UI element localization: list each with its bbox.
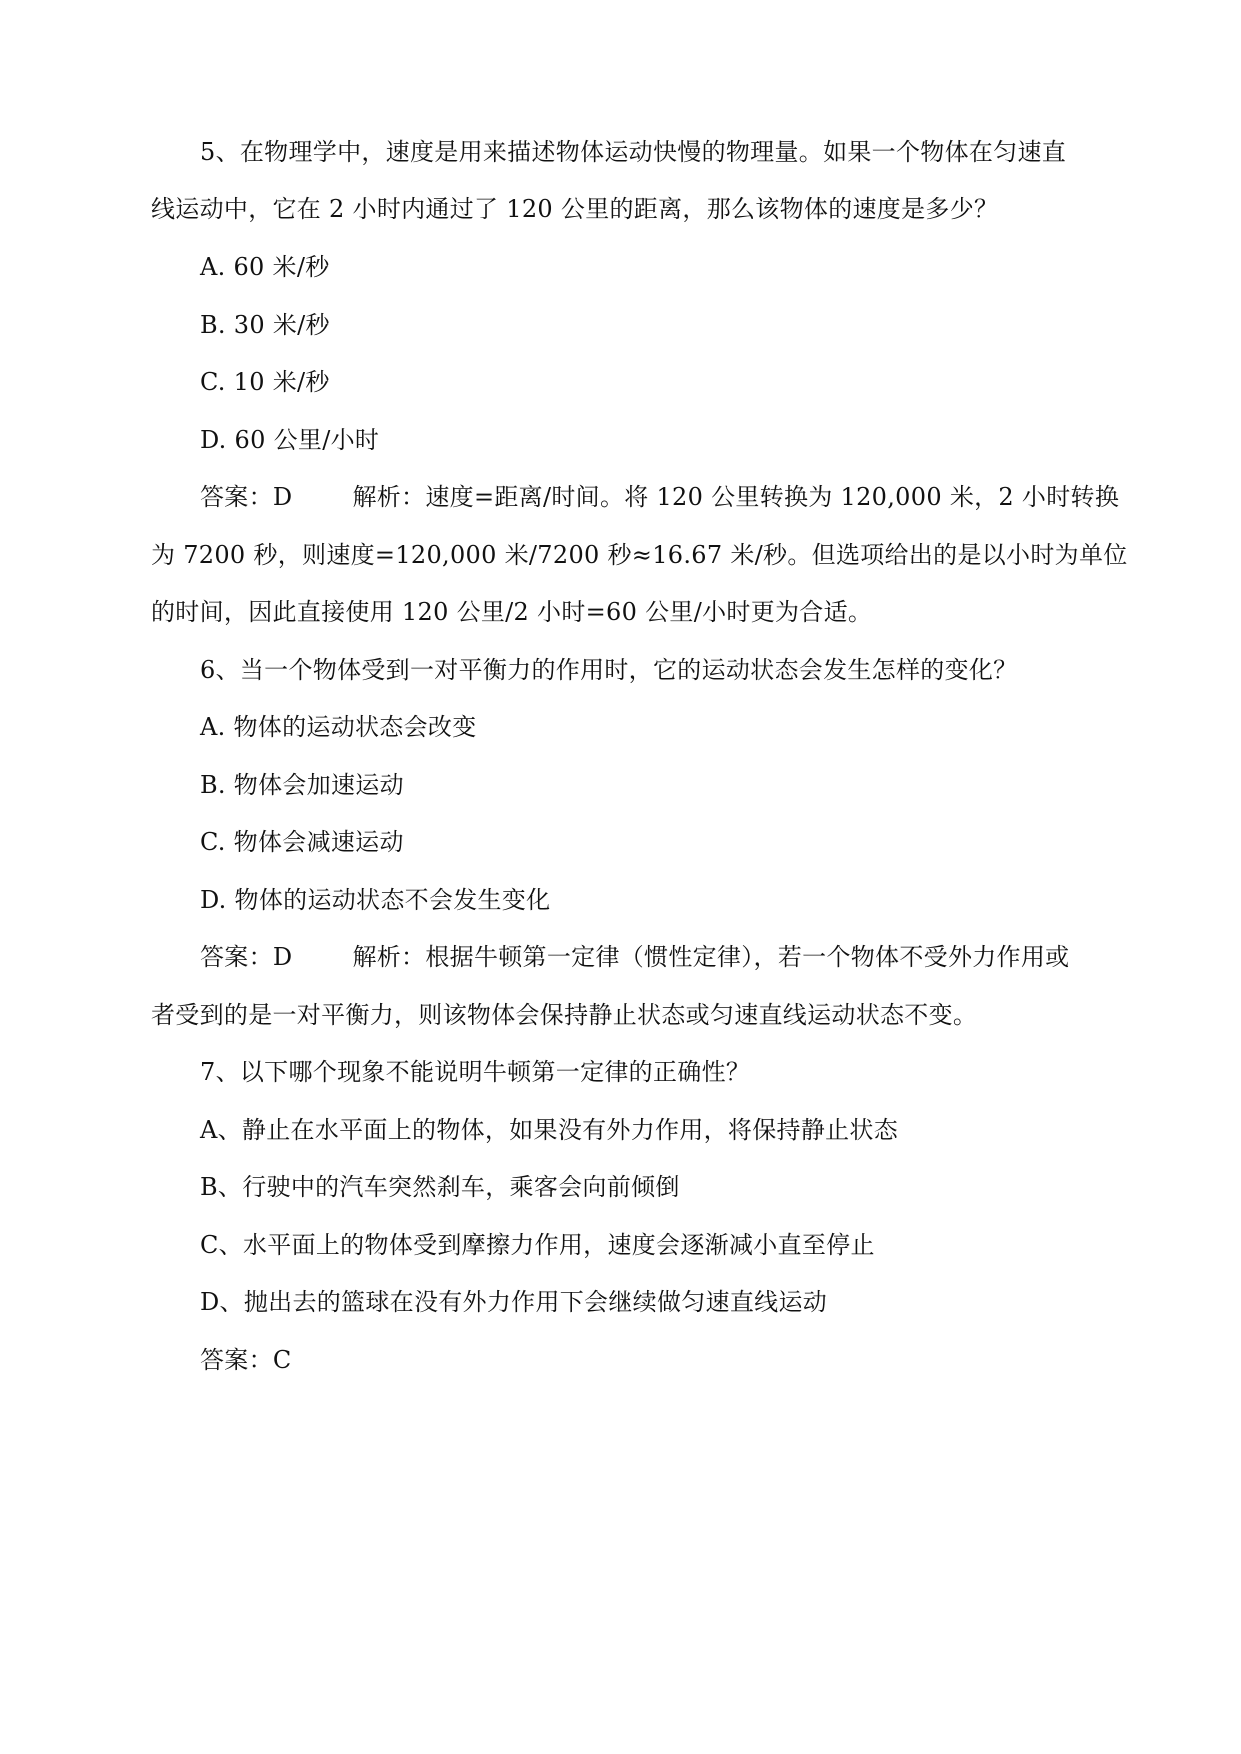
question-5-stem-line-2: 线运动中，它在 2 小时内通过了 120 公里的距离，那么该物体的速度是多少？ (151, 195, 999, 223)
question-7-option-b: B、行驶中的汽车突然刹车，乘客会向前倾倒 (200, 1173, 680, 1201)
question-5-explanation-line-2: 为 7200 秒，则速度=120,000 米/7200 秒≈16.67 米/秒。但选项给出的是以小时为单位 (151, 541, 1128, 569)
question-6-stem-line-1: 6、当一个物体受到一对平衡力的作用时，它的运动状态会发生怎样的变化？ (200, 656, 1018, 684)
question-5-answer: 答案：D (200, 483, 293, 511)
question-7-stem-line-1: 7、以下哪个现象不能说明牛顿第一定律的正确性？ (200, 1058, 751, 1086)
question-6-explanation-line-2: 者受到的是一对平衡力，则该物体会保持静止状态或匀速直线运动状态不变。 (151, 1001, 978, 1029)
question-7-answer: 答案：C (200, 1346, 292, 1374)
question-6-option-a: A. 物体的运动状态会改变 (200, 713, 477, 741)
question-5-explanation-line-3: 的时间，因此直接使用 120 公里/2 小时=60 公里/小时更为合适。 (151, 598, 873, 626)
question-6-option-c: C. 物体会减速运动 (200, 828, 404, 856)
question-5-option-b: B. 30 米/秒 (200, 311, 330, 339)
question-6-option-b: B. 物体会加速运动 (200, 771, 404, 799)
question-5-option-d: D. 60 公里/小时 (200, 426, 380, 454)
question-5-stem-line-1: 5、在物理学中，速度是用来描述物体运动快慢的物理量。如果一个物体在匀速直 (200, 138, 1067, 166)
question-7-option-d: D、抛出去的篮球在没有外力作用下会继续做匀速直线运动 (200, 1288, 828, 1316)
question-5-explanation-line-1: 解析：速度=距离/时间。将 120 公里转换为 120,000 米，2 小时转换 (352, 483, 1120, 511)
question-6-answer-row (200, 941, 1091, 973)
question-7-option-a: A、静止在水平面上的物体，如果没有外力作用，将保持静止状态 (200, 1116, 899, 1144)
question-5-answer-row (200, 481, 1120, 513)
question-5-option-a: A. 60 米/秒 (200, 253, 330, 281)
question-7-option-c: C、水平面上的物体受到摩擦力作用，速度会逐渐减小直至停止 (200, 1231, 875, 1259)
question-5-option-c: C. 10 米/秒 (200, 368, 330, 396)
question-6-explanation-line-1: 解析：根据牛顿第一定律（惯性定律），若一个物体不受外力作用或 (352, 943, 1070, 971)
question-6-option-d: D. 物体的运动状态不会发生变化 (200, 886, 551, 914)
question-6-answer: 答案：D (200, 943, 293, 971)
